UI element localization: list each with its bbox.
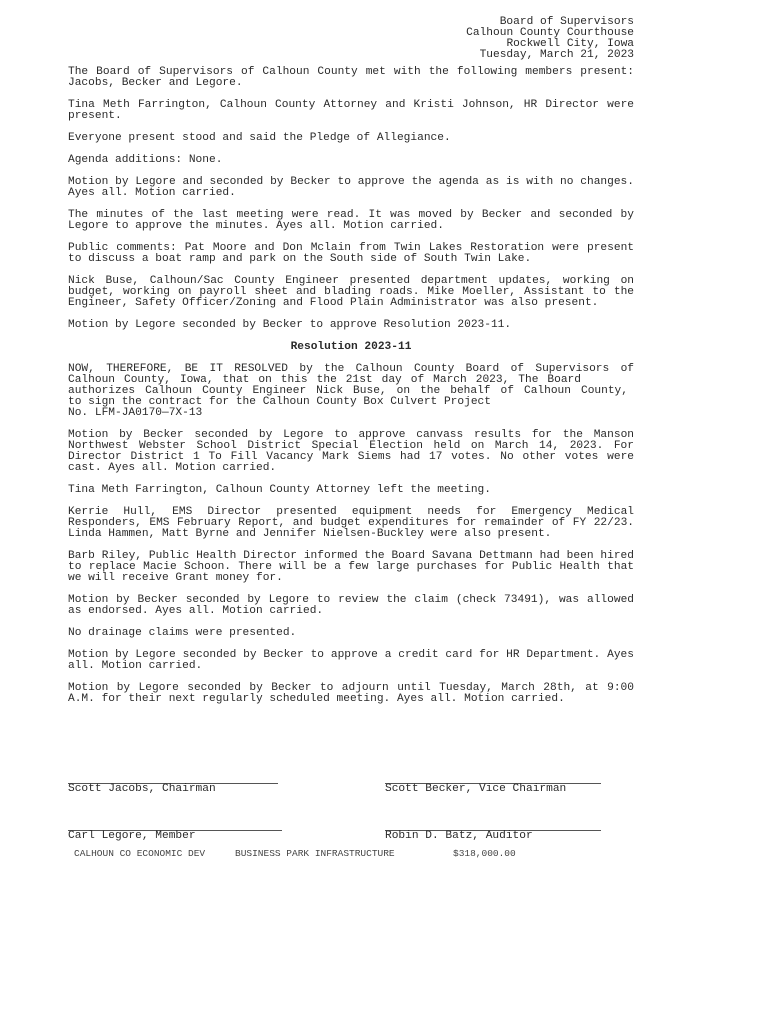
- resolution-line: Calhoun County, Iowa, that on this the 21st day of March 2023, The Board: [68, 374, 581, 386]
- signature-name: Scott Becker, Vice Chairman: [385, 783, 567, 795]
- signature-name: Scott Jacobs, Chairman: [68, 783, 216, 795]
- motion-canvass: Motion by Becker seconded by Legore to approve canvass results for the Manson Northwest Webster School District Special Election held on March 14, 2023. For Director District 1 To Fill Vacancy Mark Siems had 17 votes. No other votes were cast. Ayes all. Motion carried.: [68, 429, 634, 474]
- signature-vice-chairman: [385, 772, 634, 795]
- resolution-line: authorizes Calhoun County Engineer Nick Buse, on the behalf of Calhoun County,: [68, 385, 628, 397]
- header-city: Rockwell City, Iowa: [506, 38, 634, 50]
- resolution-line: NOW, THEREFORE, BE IT RESOLVED by the Calhoun County Board of Supervisors of: [68, 363, 634, 375]
- attorney-left: Tina Meth Farrington, Calhoun County Attorney left the meeting.: [68, 484, 491, 496]
- drainage-claims: No drainage claims were presented.: [68, 627, 297, 639]
- engineer-update: Nick Buse, Calhoun/Sac County Engineer presented department updates, working on budget, working on payroll sheet and blading roads. Mike Moeller, Assistant to the Engineer, Safety Officer/Zoning and Flood Plain Administrator was also present.: [68, 275, 634, 309]
- motion-claim: Motion by Becker seconded by Legore to review the claim (check 73491), was allowed as endorsed. Ayes all. Motion carried.: [68, 594, 634, 617]
- motion-minutes: The minutes of the last meeting were read. It was moved by Becker and seconded by Legore to approve the minutes. Ayes all. Motion carried.: [68, 209, 634, 232]
- signature-row: [68, 819, 634, 842]
- header-board: Board of Supervisors: [499, 16, 634, 28]
- resolution-text: [68, 364, 634, 419]
- header-date: Tuesday, March 21, 2023: [479, 49, 634, 61]
- signature-auditor: [385, 819, 634, 842]
- document-header: [68, 17, 634, 61]
- members-present: The Board of Supervisors of Calhoun County met with the following members present: Jacobs, Becker and Legore.: [68, 66, 634, 89]
- public-health-report: Barb Riley, Public Health Director informed the Board Savana Dettmann had been hired to replace Macie Schoon. There will be a few large purchases for Public Health that we will receive Grant money for.: [68, 550, 634, 584]
- resolution-line: No. LFM-JA0170—7X-13: [68, 407, 203, 419]
- public-comments: Public comments: Pat Moore and Don Mclain from Twin Lakes Restoration were present to discuss a boat ramp and park on the South side of South Twin Lake.: [68, 242, 634, 265]
- motion-adjourn: Motion by Legore seconded by Becker to adjourn until Tuesday, March 28th, at 9:00 A.M. for their next regularly scheduled meeting. Ayes all. Motion carried.: [68, 682, 634, 705]
- signature-chairman: [68, 772, 298, 795]
- agenda-additions: Agenda additions: None.: [68, 154, 223, 166]
- pledge: Everyone present stood and said the Pledge of Allegiance.: [68, 132, 451, 144]
- motion-credit-card: Motion by Legore seconded by Becker to approve a credit card for HR Department. Ayes all. Motion carried.: [68, 649, 634, 672]
- claim-row: [74, 849, 516, 859]
- minutes-document: [68, 17, 634, 716]
- motion-resolution: Motion by Legore seconded by Becker to approve Resolution 2023-11.: [68, 319, 512, 331]
- others-present: Tina Meth Farrington, Calhoun County Attorney and Kristi Johnson, HR Director were present.: [68, 99, 634, 122]
- motion-agenda: Motion by Legore and seconded by Becker to approve the agenda as is with no changes. Ayes all. Motion carried.: [68, 176, 634, 199]
- header-courthouse: Calhoun County Courthouse: [466, 27, 634, 39]
- claim-vendor: CALHOUN CO ECONOMIC DEV: [74, 848, 206, 859]
- signature-name: Carl Legore, Member: [68, 830, 196, 842]
- resolution-line: to sign the contract for the Calhoun County Box Culvert Project: [68, 396, 491, 408]
- resolution-title: Resolution 2023-11: [290, 341, 412, 353]
- signature-name: Robin D. Batz, Auditor: [385, 830, 533, 842]
- ems-report: Kerrie Hull, EMS Director presented equipment needs for Emergency Medical Responders, EMS February Report, and budget expenditures for remainder of FY 22/23. Linda Hammen, Matt Byrne and Jennifer Nielsen-Buckley were also present.: [68, 506, 634, 540]
- claim-amount: $318,000.00: [453, 848, 516, 859]
- claim-description: BUSINESS PARK INFRASTRUCTURE: [235, 848, 395, 859]
- signature-member: [68, 819, 298, 842]
- signature-row: [68, 772, 634, 795]
